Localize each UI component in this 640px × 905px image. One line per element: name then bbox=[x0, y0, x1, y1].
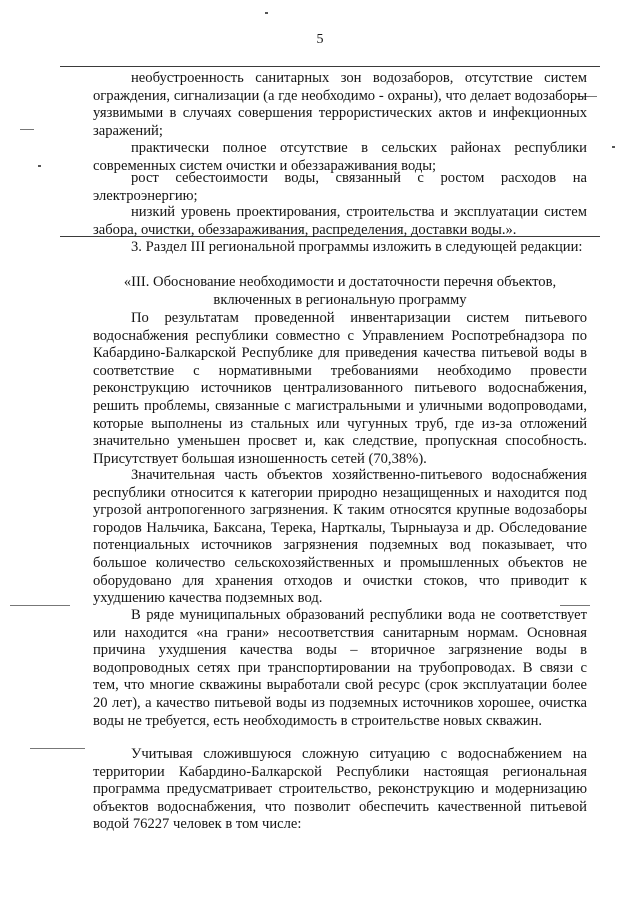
top-rule bbox=[60, 66, 600, 67]
page-number: 5 bbox=[316, 32, 324, 47]
paragraph-intro-3: рост себестоимости воды, связанный с ростом расходов на электроэнергию; bbox=[93, 170, 587, 204]
scan-mark bbox=[20, 129, 34, 130]
paragraph-intro-1: необустроенность санитарных зон водозаборов, отсутствие систем ограждения, сигнализации (а где необходимо - охраны), что делает водозаборы уязвимыми в случаях совершения террористических актов и инфекционных заражений; bbox=[93, 70, 587, 139]
body-paragraph-3: В ряде муниципальных образований республики вода не соответствует или находится «на грани» несоответствия санитарным нормам. Основная причина ухудшения качества воды – вторичное загрязнение воды в водопроводных сетях при транспортировании на трубопроводах. В связи с тем, что многие скважины выработали свой ресурс (срок эксплуатации более 20 лет), а качество питьевой воды из подземных источников хорошее, очистка воды не требуется, есть необходимость в строительстве новых скважин. bbox=[93, 607, 587, 729]
section-heading-line-1: «III. Обоснование необходимости и достаточности перечня объектов, bbox=[123, 274, 557, 290]
scan-mark bbox=[30, 748, 85, 749]
scan-mark bbox=[10, 605, 70, 606]
scan-dot bbox=[612, 146, 615, 148]
section-heading bbox=[93, 274, 587, 309]
body-paragraph-1: По результатам проведенной инвентаризации систем питьевого водоснабжения республики совместно с Управлением Роспотребнадзора по Кабардино-Балкарской Республике для приведения качества питьевой воды в соответствие с нормативными требованиями необходимо провести реконструкцию источников централизованного питьевого водоснабжения, решить проблемы, связанные с магистральными и уличными водопроводами, которые выполнены из стальных или чугунных труб, где из-за отложений значительно уменьшен просвет и, как следствие, пропускная способность. Присутствует большая изношенность сетей (70,38%). bbox=[93, 310, 587, 467]
section-heading-line-2: включенных в региональную программу bbox=[213, 291, 467, 308]
scan-dot bbox=[265, 12, 268, 14]
body-paragraph-2: Значительная часть объектов хозяйственно-питьевого водоснабжения республики относится к категории природно незащищенных и находится под угрозой антропогенного загрязнения. К таким относятся крупные водозаборы городов Нальчика, Баксана, Терека, Нарткалы, Тырныауза и др. Обследование потенциальных источников загрязнения подземных вод показывает, что большое количество сельскохозяйственных и промышленных объектов не оборудовано для хранения отходов и очистки стоков, что приводит к ухудшению качества подземных вод. bbox=[93, 467, 587, 607]
paragraph-intro-4: низкий уровень проектирования, строительства и эксплуатации систем забора, очистки, обеззараживания, распределения, доставки воды.». bbox=[93, 204, 587, 238]
paragraph-amendment: 3. Раздел III региональной программы изложить в следующей редакции: bbox=[131, 239, 583, 255]
body-paragraph-4: Учитывая сложившуюся сложную ситуацию с водоснабжением на территории Кабардино-Балкарской Республики настоящая региональная программа предусматривает строительство, реконструкцию и модернизацию объектов водоснабжения, что позволит обеспечить качественной питьевой водой 76227 человек в том числе: bbox=[93, 746, 587, 833]
paragraph-intro-2: практически полное отсутствие в сельских районах республики современных систем очистки и обеззараживания воды; bbox=[93, 140, 587, 174]
scan-dot bbox=[38, 165, 41, 167]
